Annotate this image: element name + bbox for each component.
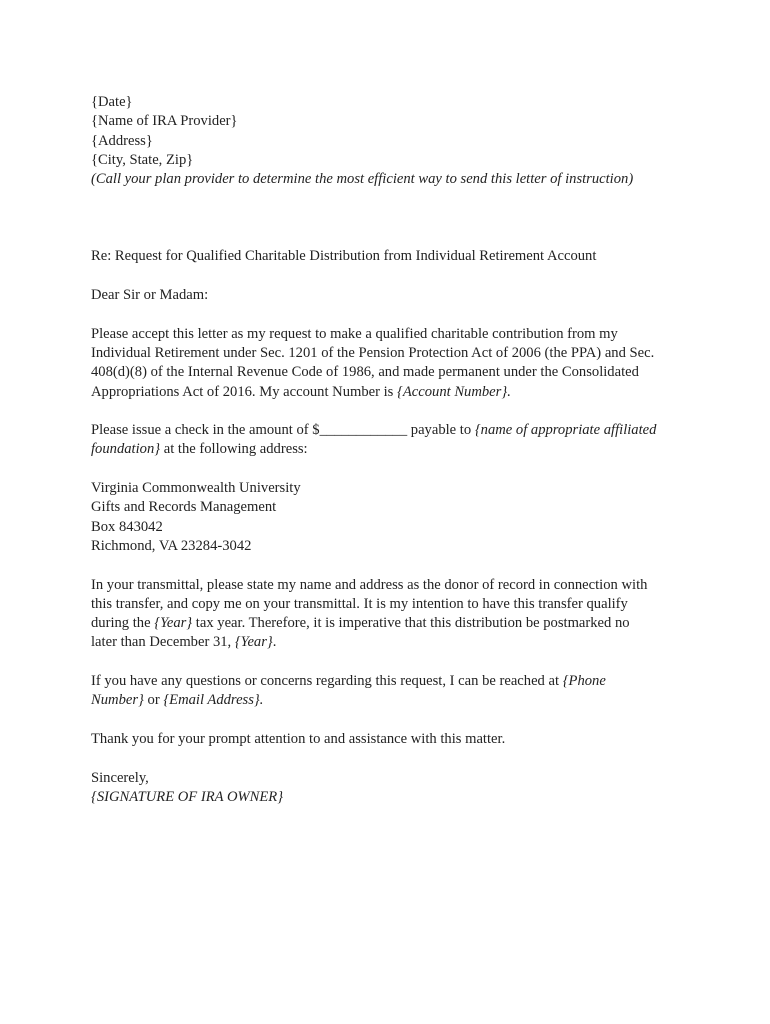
- city-placeholder: {City, State, Zip}: [91, 151, 194, 168]
- para1-line2: Individual Retirement under Sec. 1201 of the Pension Protection Act of 2006 (the PPA) and Sec.: [91, 344, 655, 361]
- paragraph-check: [91, 421, 691, 460]
- provider-placeholder: {Name of IRA Provider}: [91, 113, 238, 130]
- paragraph-request: [91, 325, 691, 402]
- para4-line2-or: or: [143, 692, 164, 709]
- para1-line3: 408(d)(8) of the Internal Revenue Code of 1986, and made permanent under the Consolidated: [91, 364, 639, 381]
- para3-line3-a: during the: [91, 615, 155, 632]
- para3-line4-a: later than December 31,: [91, 634, 235, 651]
- para3-line2: this transfer, and copy me on your transmittal. It is my intention to have this transfer qualify: [91, 595, 628, 612]
- phone-placeholder-end: Number}: [91, 692, 144, 709]
- signature-placeholder: {SIGNATURE OF IRA OWNER}: [91, 788, 284, 805]
- para3-line1: In your transmittal, please state my name and address as the donor of record in connection with: [91, 576, 648, 593]
- para1-line4: [91, 383, 691, 402]
- para3-line4-end: .: [272, 634, 277, 651]
- email-placeholder: {Email Address}: [163, 692, 260, 709]
- para2-line1: [91, 421, 691, 440]
- paragraph-contact: [91, 672, 691, 711]
- salutation: Dear Sir or Madam:: [91, 287, 209, 304]
- re-line: Re: Request for Qualified Charitable Distribution from Individual Retirement Account: [91, 248, 597, 265]
- para2-line2-text: at the following address:: [160, 441, 308, 458]
- instruction-note: (Call your plan provider to determine the most efficient way to send this letter of instruction): [91, 171, 634, 188]
- letter-page: [91, 93, 691, 807]
- phone-placeholder-start: {Phone: [562, 673, 606, 690]
- para2-line2: [91, 440, 691, 459]
- foundation-placeholder-start: {name of appropriate affiliated: [474, 422, 657, 439]
- para1-line1: Please accept this letter as my request to make a qualified charitable contribution from my: [91, 325, 618, 342]
- para3-line3: [91, 614, 691, 633]
- recipient-address: [91, 479, 691, 556]
- para1-line4-text: Appropriations Act of 2016. My account Number is: [91, 383, 398, 400]
- thanks-line: Thank you for your prompt attention to and assistance with this matter.: [91, 730, 506, 747]
- recipient-dept: Gifts and Records Management: [91, 499, 277, 516]
- para4-line1: [91, 672, 691, 691]
- para4-line2: [91, 691, 691, 710]
- para1-line4-end: .: [507, 383, 511, 400]
- paragraph-transmittal: [91, 576, 691, 653]
- para3-line3-b: tax year. Therefore, it is imperative that this distribution be postmarked no: [192, 615, 630, 632]
- closing: Sincerely,: [91, 769, 149, 786]
- recipient-name: Virginia Commonwealth University: [91, 480, 301, 497]
- header-block: [91, 93, 691, 189]
- recipient-box: Box 843042: [91, 518, 163, 535]
- account-number-placeholder: {Account Number}: [397, 383, 508, 400]
- address-placeholder: {Address}: [91, 132, 153, 149]
- recipient-city: Richmond, VA 23284-3042: [91, 537, 252, 554]
- para4-line2-end: .: [259, 692, 264, 709]
- foundation-placeholder-end: foundation}: [91, 441, 161, 458]
- para3-line4: [91, 633, 691, 652]
- year-placeholder-1: {Year}: [154, 615, 193, 632]
- para4-line1-text: If you have any questions or concerns regarding this request, I can be reached at: [91, 673, 563, 690]
- year-placeholder-2: {Year}: [234, 634, 273, 651]
- para2-line1-text: Please issue a check in the amount of $____________ payable to: [91, 422, 475, 439]
- date-placeholder: {Date}: [91, 94, 133, 110]
